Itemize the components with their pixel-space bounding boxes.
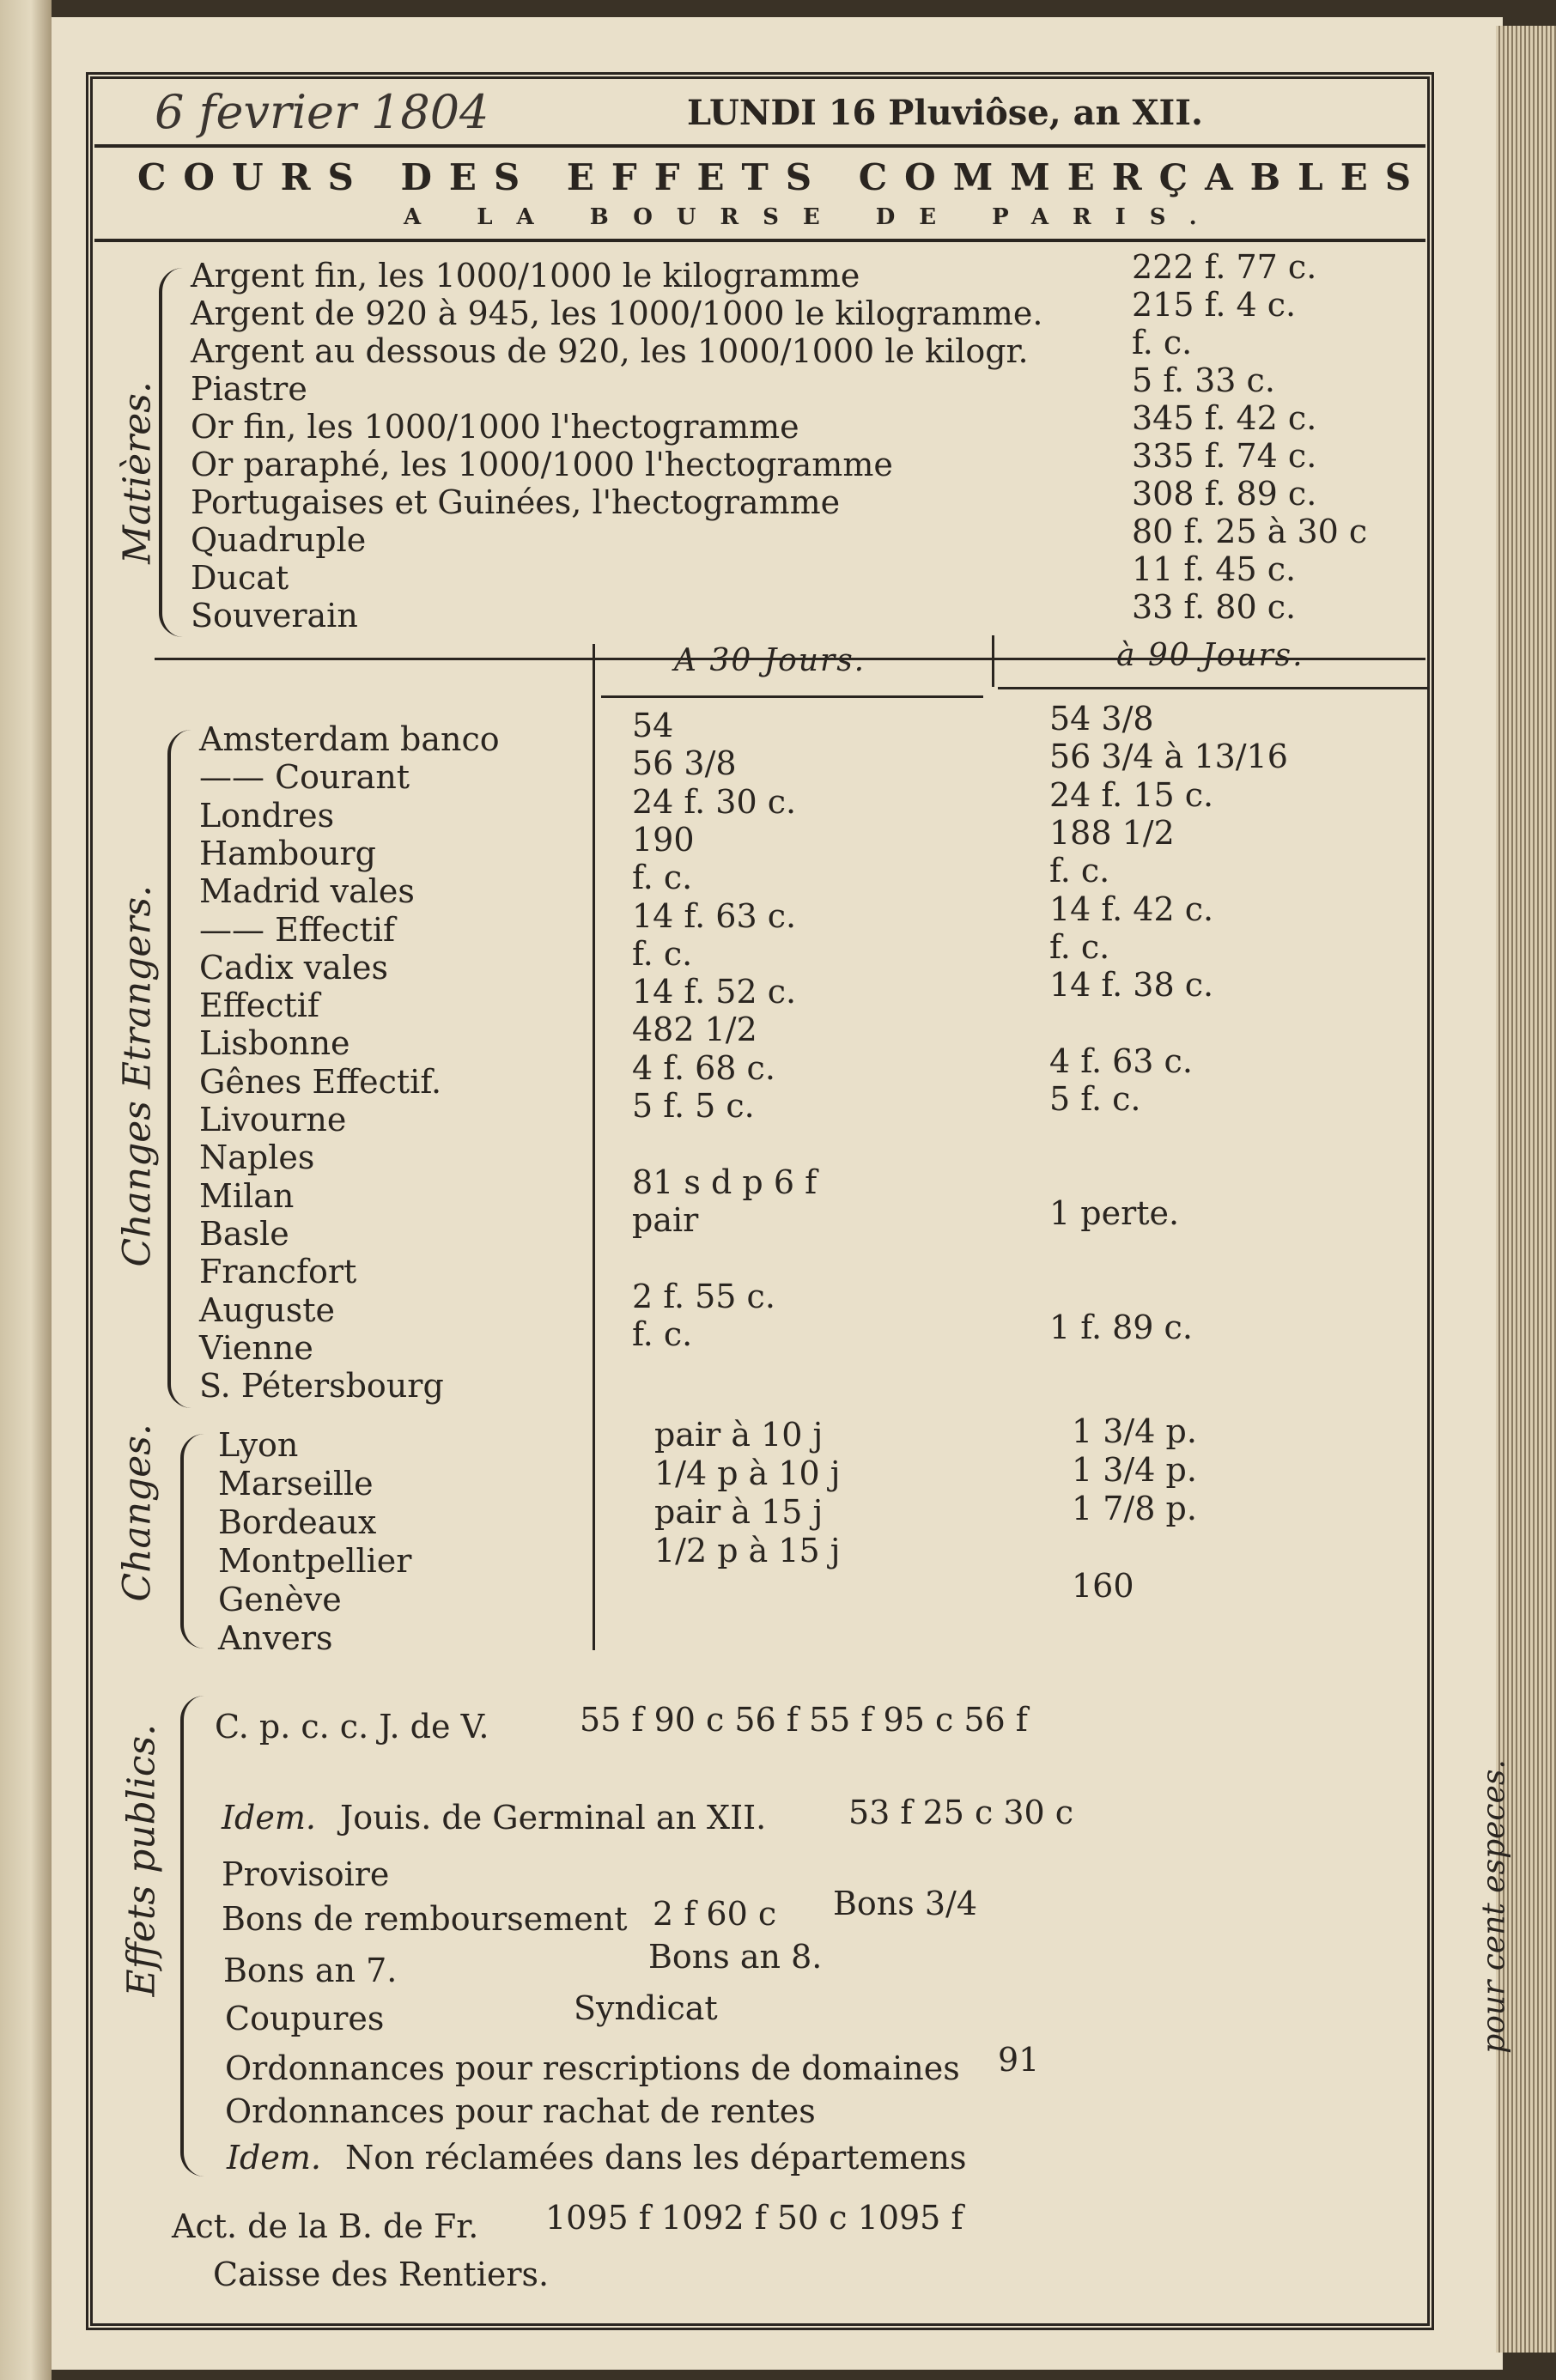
header-rule bbox=[94, 144, 1425, 148]
matieres-row-label: Argent fin, les 1000/1000 le kilogramme bbox=[191, 257, 860, 294]
col-header-30-jours: A 30 Jours. bbox=[674, 643, 866, 678]
matieres-row-value: 222 f. 77 c. bbox=[1132, 248, 1317, 286]
idem-label: Jouis. de Germinal an XII. bbox=[340, 1799, 767, 1837]
changes-etrangers-row-30j: 482 1/2 bbox=[632, 1011, 757, 1049]
handwritten-date: 6 fevrier 1804 bbox=[155, 85, 489, 139]
idem2-prefix: Idem. bbox=[227, 2139, 321, 2177]
changes-etrangers-row-90j: 4 f. 63 c. bbox=[1049, 1041, 1193, 1080]
idem-value: 53 f 25 c 30 c bbox=[848, 1794, 1074, 1831]
changes-etrangers-row-30j: f. c. bbox=[632, 934, 693, 973]
col-divider-right bbox=[992, 635, 994, 687]
changes-row-label: Genève bbox=[218, 1581, 342, 1618]
changes-row-label: Marseille bbox=[218, 1465, 374, 1503]
changes-etrangers-row-label: Lisbonne bbox=[199, 1024, 350, 1063]
changes-row-label: Lyon bbox=[218, 1426, 299, 1464]
changes-etrangers-row-90j: 14 f. 38 c. bbox=[1049, 966, 1214, 1005]
changes-etrangers-row-30j: 56 3/8 bbox=[632, 744, 737, 783]
changes-etrangers-row-90j: 5 f. c. bbox=[1049, 1080, 1141, 1118]
changes-etrangers-row-90j: f. c. bbox=[1049, 852, 1110, 890]
changes-etrangers-row-label: Effectif bbox=[199, 987, 319, 1025]
ordonnances-rescriptions-value: 91 bbox=[998, 2041, 1040, 2079]
changes-etrangers-row-30j: 81 s d p 6 f bbox=[632, 1163, 818, 1201]
syndicat: Syndicat bbox=[574, 1989, 718, 2027]
bons-remboursement-value: 2 f 60 c bbox=[653, 1895, 777, 1933]
act-label: Act. de la B. de Fr. bbox=[172, 2207, 479, 2245]
idem-prefix: Idem. bbox=[222, 1799, 316, 1837]
changes-row-30j: 1/4 p à 10 j bbox=[654, 1454, 841, 1492]
changes-etrangers-row-label: —— Effectif bbox=[199, 910, 396, 949]
changes-etrangers-row-90j: 24 f. 15 c. bbox=[1049, 775, 1214, 814]
changes-etrangers-row-30j: 14 f. 52 c. bbox=[632, 973, 797, 1011]
changes-etrangers-row-label: Naples bbox=[199, 1138, 315, 1177]
matieres-row-value: 11 f. 45 c. bbox=[1132, 550, 1297, 588]
caisse-des-rentiers: Caisse des Rentiers. bbox=[213, 2256, 550, 2293]
matieres-row-label: Ducat bbox=[191, 559, 289, 597]
changes-etrangers-row-30j: f. c. bbox=[632, 859, 693, 897]
section-changes-etrangers: Changes Etrangers. bbox=[115, 884, 160, 1267]
matieres-row-label: Or paraphé, les 1000/1000 l'hectogramme bbox=[191, 446, 893, 483]
matieres-row-label: Portugaises et Guinées, l'hectogramme bbox=[191, 483, 841, 521]
changes-etrangers-row-label: Gênes Effectif. bbox=[199, 1062, 442, 1101]
changes-etrangers-row-90j: f. c. bbox=[1049, 927, 1110, 966]
left-page-edge bbox=[0, 0, 52, 2380]
coupures: Coupures bbox=[225, 2000, 385, 2037]
matieres-row-value: 80 f. 25 à 30 c bbox=[1132, 513, 1368, 550]
changes-etrangers-row-label: Cadix vales bbox=[199, 948, 388, 987]
bons-remboursement-label: Bons de remboursement bbox=[222, 1900, 628, 1938]
changes-etrangers-row-90j: 54 3/8 bbox=[1049, 700, 1154, 738]
changes-etrangers-row-label: Basle bbox=[199, 1214, 289, 1253]
changes-etrangers-row-90j: 1 f. 89 c. bbox=[1049, 1308, 1193, 1346]
matieres-row-value: f. c. bbox=[1132, 324, 1193, 361]
section-effets-publics: Effets publics. bbox=[119, 1723, 164, 1997]
changes-etrangers-row-30j: f. c. bbox=[632, 1314, 693, 1353]
changes-etrangers-row-90j: 14 f. 42 c. bbox=[1049, 889, 1214, 928]
changes-row-30j: 1/2 p à 15 j bbox=[654, 1532, 841, 1569]
changes-etrangers-row-label: Hambourg bbox=[199, 834, 376, 872]
col-header-rule-left bbox=[601, 695, 983, 698]
brace-effets-publics bbox=[180, 1696, 204, 2177]
brace-changes bbox=[180, 1434, 204, 1648]
changes-row-30j: pair à 10 j bbox=[654, 1416, 824, 1454]
col-divider-left bbox=[593, 644, 595, 1650]
changes-etrangers-row-label: Livourne bbox=[199, 1101, 347, 1138]
changes-etrangers-row-label: S. Pétersbourg bbox=[199, 1367, 444, 1406]
col-header-rule-right bbox=[998, 687, 1427, 689]
idem2-label: Non réclamées dans les départemens bbox=[345, 2139, 967, 2177]
changes-etrangers-row-90j: 188 1/2 bbox=[1049, 813, 1175, 852]
page-subtitle: A LA BOURSE DE PARIS. bbox=[404, 204, 1221, 230]
changes-etrangers-row-label: Francfort bbox=[199, 1253, 357, 1291]
changes-row-label: Montpellier bbox=[218, 1542, 412, 1580]
margin-note-pour-cent: pour cent especes. bbox=[1476, 1759, 1512, 2054]
matieres-row-label: Piastre bbox=[191, 370, 307, 408]
matieres-row-label: Souverain bbox=[191, 597, 358, 634]
changes-row-label: Bordeaux bbox=[218, 1503, 377, 1541]
changes-etrangers-row-label: Auguste bbox=[199, 1290, 335, 1329]
matieres-row-value: 345 f. 42 c. bbox=[1132, 399, 1317, 437]
changes-row-90j: 160 bbox=[1072, 1567, 1134, 1605]
col-header-90-jours: à 90 Jours. bbox=[1116, 638, 1304, 673]
changes-etrangers-row-30j: 54 bbox=[632, 707, 674, 744]
ordonnances-rescriptions-label: Ordonnances pour rescriptions de domaines bbox=[225, 2049, 960, 2087]
changes-etrangers-row-label: Vienne bbox=[199, 1328, 313, 1367]
cpc-label: C. p. c. c. J. de V. bbox=[215, 1708, 489, 1746]
changes-etrangers-row-label: Londres bbox=[199, 796, 335, 835]
brace-changes-etrangers bbox=[167, 730, 191, 1408]
matieres-row-value: 308 f. 89 c. bbox=[1132, 475, 1317, 513]
changes-etrangers-row-30j: 24 f. 30 c. bbox=[632, 782, 797, 821]
provisoire: Provisoire bbox=[222, 1855, 390, 1893]
changes-etrangers-row-label: Amsterdam banco bbox=[199, 720, 500, 758]
changes-etrangers-row-30j: 4 f. 68 c. bbox=[632, 1048, 775, 1087]
matieres-row-label: Argent au dessous de 920, les 1000/1000 le kilogr. bbox=[191, 332, 1029, 370]
act-value: 1095 f 1092 f 50 c 1095 f bbox=[545, 2199, 963, 2237]
ordonnances-rachat: Ordonnances pour rachat de rentes bbox=[225, 2092, 816, 2130]
changes-etrangers-row-30j: 5 f. 5 c. bbox=[632, 1087, 755, 1125]
matieres-row-value: 5 f. 33 c. bbox=[1132, 361, 1275, 399]
title-rule bbox=[94, 239, 1425, 242]
changes-etrangers-row-90j: 1 perte. bbox=[1049, 1193, 1180, 1232]
matieres-row-label: Argent de 920 à 945, les 1000/1000 le kilogramme. bbox=[191, 294, 1043, 332]
changes-row-label: Anvers bbox=[218, 1619, 333, 1657]
matieres-row-value: 33 f. 80 c. bbox=[1132, 588, 1297, 626]
changes-row-90j: 1 3/4 p. bbox=[1072, 1451, 1197, 1489]
changes-etrangers-row-30j: 2 f. 55 c. bbox=[632, 1277, 775, 1315]
section-changes: Changes. bbox=[115, 1424, 160, 1602]
page-title: COURS DES EFFETS COMMERÇABLES bbox=[137, 156, 1429, 198]
section-matieres: Matières. bbox=[115, 381, 160, 564]
changes-etrangers-row-30j: pair bbox=[632, 1200, 699, 1239]
changes-row-30j: pair à 15 j bbox=[654, 1493, 824, 1531]
changes-etrangers-row-label: Milan bbox=[199, 1176, 295, 1215]
matieres-row-label: Quadruple bbox=[191, 521, 367, 559]
brace-matieres bbox=[159, 268, 183, 637]
changes-etrangers-row-30j: 14 f. 63 c. bbox=[632, 896, 797, 935]
cpc-value: 55 f 90 c 56 f 55 f 95 c 56 f bbox=[580, 1701, 1028, 1739]
bons-an-8: Bons an 8. bbox=[648, 1938, 823, 1976]
changes-row-90j: 1 7/8 p. bbox=[1072, 1490, 1197, 1527]
changes-etrangers-row-label: —— Courant bbox=[199, 758, 410, 797]
dateline: LUNDI 16 Pluviôse, an XII. bbox=[687, 93, 1203, 133]
matieres-row-value: 335 f. 74 c. bbox=[1132, 437, 1317, 475]
changes-etrangers-row-30j: 190 bbox=[632, 820, 695, 859]
changes-etrangers-row-90j: 56 3/4 à 13/16 bbox=[1049, 738, 1288, 776]
changes-row-90j: 1 3/4 p. bbox=[1072, 1412, 1197, 1450]
matieres-row-label: Or fin, les 1000/1000 l'hectogramme bbox=[191, 408, 799, 446]
bons-3-4: Bons 3/4 bbox=[833, 1885, 978, 1922]
matieres-row-value: 215 f. 4 c. bbox=[1132, 286, 1297, 324]
bons-an-7: Bons an 7. bbox=[223, 1952, 398, 1989]
changes-etrangers-row-label: Madrid vales bbox=[199, 872, 415, 911]
